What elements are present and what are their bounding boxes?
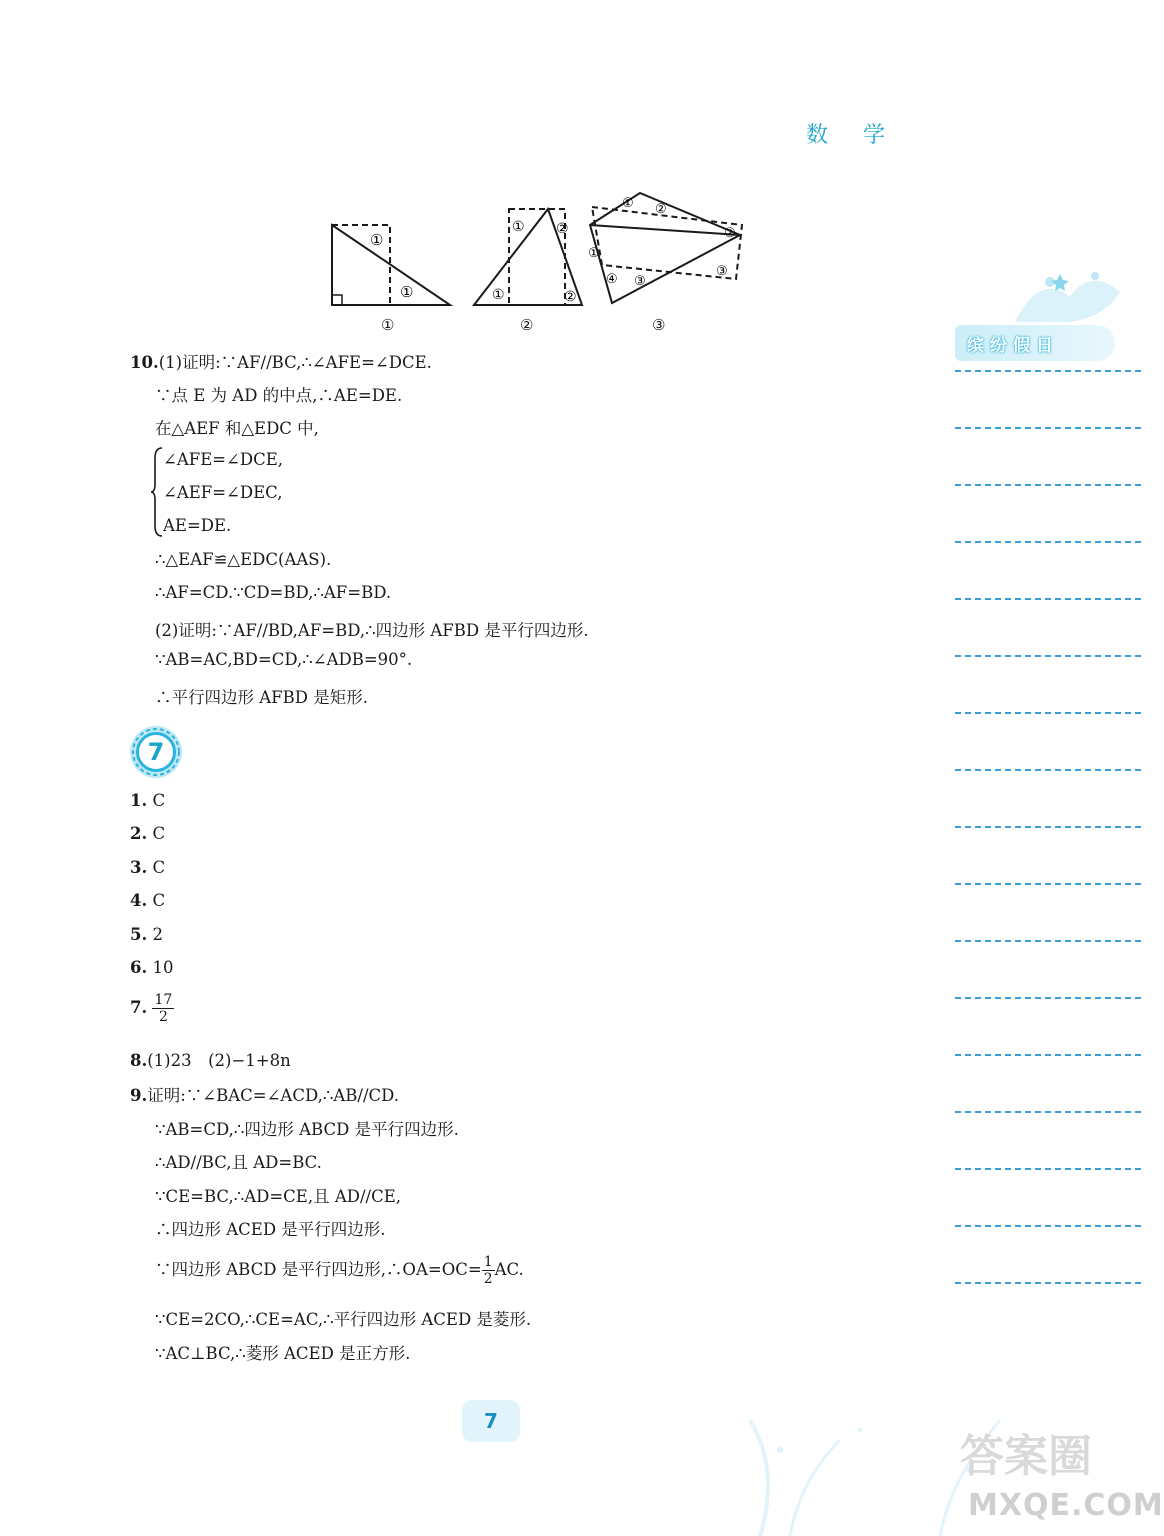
q9-line-8: ∵AC⊥BC,∴菱形 ACED 是正方形.: [155, 1344, 411, 1363]
figure-label-1: ①: [381, 316, 395, 334]
note-line: [955, 541, 1141, 543]
svg-text:①: ①: [400, 283, 414, 301]
figure-label-3: ③: [652, 316, 666, 334]
q10-line-4: ∴△EAF≌△EDC(AAS).: [155, 550, 332, 569]
q10-line-1: [130, 349, 432, 373]
answer-6: 6. 10: [130, 958, 174, 977]
watermark-logo: 答案圈: [960, 1431, 1092, 1482]
q9-line-1: 9.证明:∵∠BAC=∠ACD,∴AB//CD.: [130, 1086, 400, 1105]
note-line: [955, 370, 1141, 372]
side-tag-label: 缤纷假日: [967, 336, 1059, 356]
svg-text:②: ②: [724, 226, 736, 241]
watermark-url: MXQE.COM: [968, 1488, 1164, 1523]
answer-7: 7. $\frac{17}{2}$: [130, 992, 173, 1025]
fraction-numerator: 17: [154, 992, 173, 1008]
q10-line-2: ∵点 E 为 AD 的中点,∴AE=DE.: [155, 386, 403, 405]
note-line: [955, 655, 1141, 657]
note-line: [955, 1225, 1141, 1227]
note-line: [955, 1282, 1141, 1284]
q10-line-5: ∴AF=CD.∵CD=BD,∴AF=BD.: [155, 583, 392, 602]
q9-line-7: ∵CE=2CO,∴CE=AC,∴平行四边形 ACED 是菱形.: [155, 1310, 532, 1329]
svg-text:①: ①: [588, 246, 600, 261]
q9-line-5: ∴四边形 ACED 是平行四边形.: [155, 1220, 386, 1239]
subject-title: 数 学: [806, 123, 899, 148]
fraction: [152, 992, 174, 1025]
svg-text:①: ①: [370, 231, 384, 249]
q10-line-3: 在△AEF 和△EDC 中,: [155, 419, 319, 438]
svg-text:②: ②: [556, 221, 569, 237]
svg-text:③: ③: [634, 274, 646, 289]
brace: [150, 446, 164, 538]
figure-1: [332, 225, 450, 305]
section-badge: [128, 724, 184, 780]
note-line: [955, 1111, 1141, 1113]
svg-text:①: ①: [512, 219, 525, 235]
section-number: 7: [136, 732, 176, 772]
question-number: 10.: [130, 353, 159, 372]
figure-label-2: ②: [520, 316, 534, 334]
splash-decoration: [1010, 262, 1125, 332]
answer-4: 4. C: [130, 891, 166, 910]
answer-5: 5. 2: [130, 925, 163, 944]
svg-text:②: ②: [564, 289, 577, 305]
answer-3: 3. C: [130, 858, 166, 877]
answer-8: 8.(1)23 (2)−1+8n: [130, 1051, 291, 1070]
svg-text:③: ③: [716, 264, 728, 279]
q9-line-2: ∵AB=CD,∴四边形 ABCD 是平行四边形.: [155, 1120, 459, 1139]
answer-2: 2. C: [130, 824, 166, 843]
note-line: [955, 883, 1141, 885]
answer-1: 1. C: [130, 791, 166, 810]
q10-brace-2: ∠AEF=∠DEC,: [163, 483, 283, 502]
q9-line-3: ∴AD//BC,且 AD=BC.: [155, 1153, 322, 1172]
fraction-denominator: 2: [158, 1009, 168, 1025]
q10-brace-3: AE=DE.: [163, 516, 232, 535]
q10-brace-1: ∠AFE=∠DCE,: [163, 450, 284, 469]
note-line: [955, 769, 1141, 771]
note-line: [955, 598, 1141, 600]
note-line: [955, 940, 1141, 942]
q9-line-6: ∵四边形 ABCD 是平行四边形,∴OA=OC= $\frac{1}{2}$ AC.: [155, 1254, 524, 1287]
q10-line-8: ∴平行四边形 AFBD 是矩形.: [155, 688, 368, 707]
q10-line-7: ∵AB=AC,BD=CD,∴∠ADB=90°.: [155, 650, 413, 669]
note-line: [955, 427, 1141, 429]
q10-text-1: (1)证明:∵AF//BC,∴∠AFE=∠DCE.: [158, 353, 432, 372]
svg-text:①: ①: [492, 287, 505, 303]
page-number: 7: [462, 1400, 520, 1442]
svg-text:④: ④: [606, 272, 618, 287]
note-line: [955, 484, 1141, 486]
note-line: [955, 826, 1141, 828]
fraction: $\frac{1}{2}$: [483, 1254, 493, 1287]
side-tag: [955, 325, 1115, 361]
svg-text:②: ②: [655, 202, 667, 217]
note-line: [955, 1054, 1141, 1056]
note-line: [955, 712, 1141, 714]
q9-line-4: ∵CE=BC,∴AD=CE,且 AD//CE,: [155, 1187, 402, 1206]
svg-text:①: ①: [622, 196, 634, 211]
note-line: [955, 997, 1141, 999]
q10-line-6: (2)证明:∵AF//BD,AF=BD,∴四边形 AFBD 是平行四边形.: [155, 621, 589, 640]
note-line: [955, 1168, 1141, 1170]
